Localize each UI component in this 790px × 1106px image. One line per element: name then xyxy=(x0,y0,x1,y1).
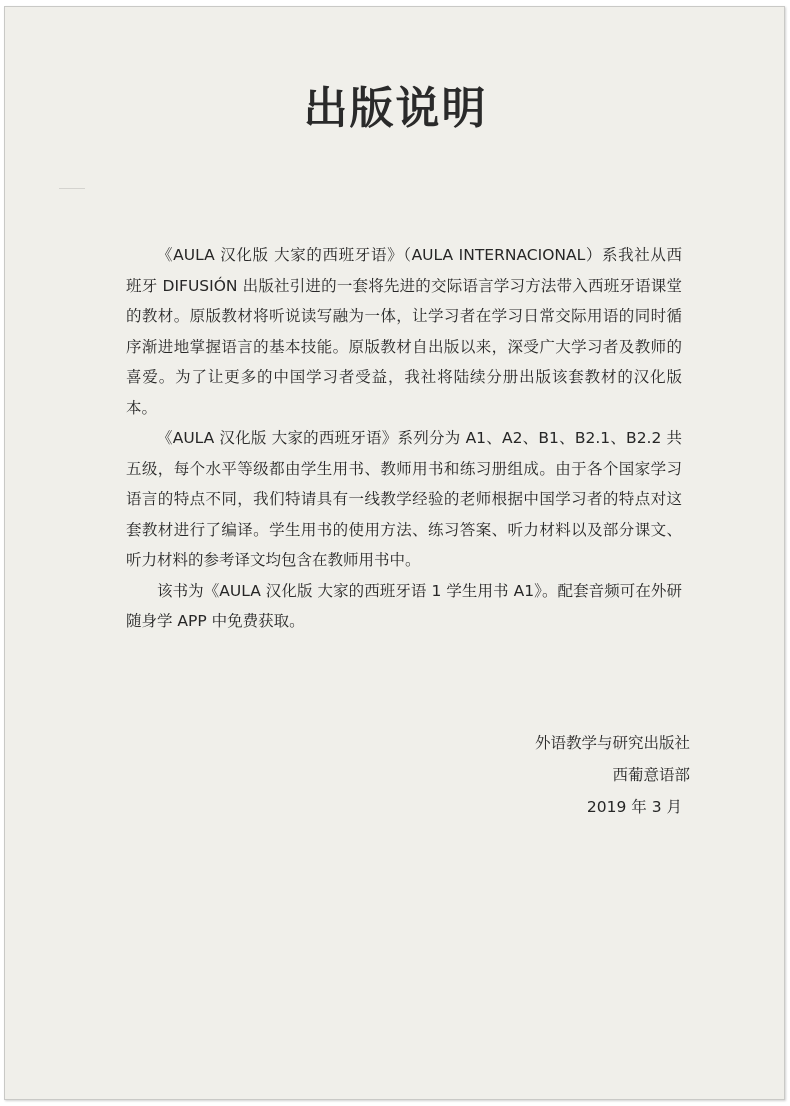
signature-department: 西葡意语部 xyxy=(612,766,690,784)
page-mark-divider xyxy=(59,188,85,189)
paragraph-book-note: 该书为《AULA 汉化版 大家的西班牙语 1 学生用书 A1》。配套音频可在外研随身学 APP 中免费获取。 xyxy=(126,581,682,630)
paragraph-series: 《AULA 汉化版 大家的西班牙语》系列分为 A1、A2、B1、B2.1、B2.2 共五级，每个水平等级都由学生用书、教师用书和练习册组成。由于各个国家学习语言的特点不同，我们特请具有一线教学经验的老师根据中国学习者的特点对这套教材进行了编译。学生用书的使用方法、练习答案、听力材料以及部分课文、听力材料的参考译文均包含在教师用书中。 xyxy=(126,429,682,569)
signature-date: 2019 年 3 月 xyxy=(586,798,682,816)
signature-publisher: 外语教学与研究出版社 xyxy=(534,734,690,752)
page-title: 出版说明 xyxy=(303,83,488,134)
paragraph-intro: 《AULA 汉化版 大家的西班牙语》（AULA INTERNACIONAL）系我社从西班牙 DIFUSIÓN 出版社引进的一套将先进的交际语言学习方法带入西班牙语课堂的教材。原版教材将听说读写融为一体，让学习者在学习日常交际用语的同时循序渐进地掌握语言的基本技能。原版教材自出版以来，深受广大学习者及教师的喜爱。为了让更多的中国学习者受益，我社将陆续分册出版该套教材的汉化版本。 xyxy=(126,246,682,417)
document-page xyxy=(4,6,785,1100)
signature-block xyxy=(425,727,690,823)
document-body xyxy=(126,240,682,637)
